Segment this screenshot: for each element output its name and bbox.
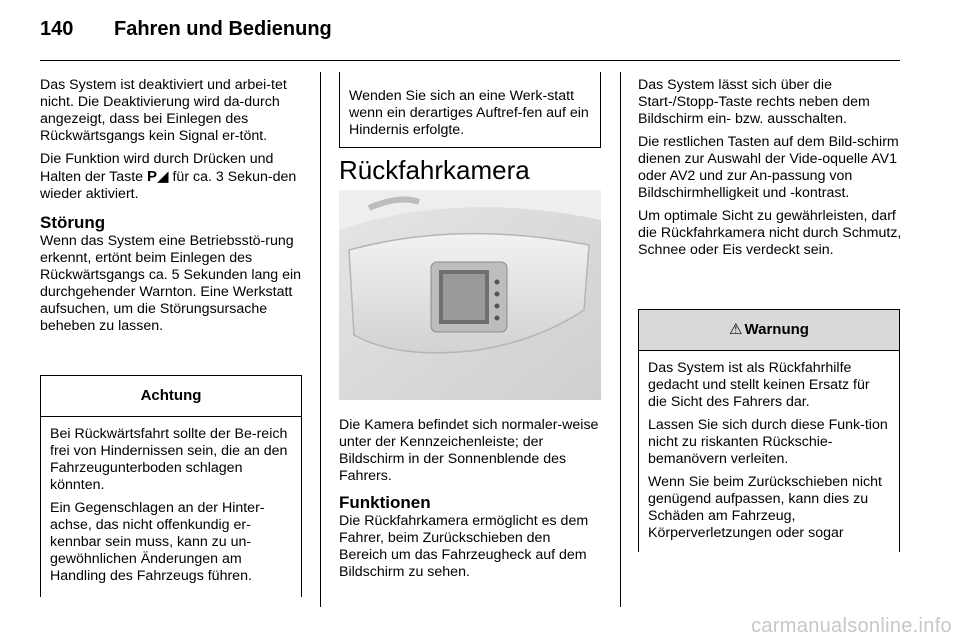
achtung-box-continued: [339, 72, 601, 148]
column-1: [40, 77, 302, 341]
page-number: 140: [40, 18, 74, 40]
warning-triangle-icon: ⚠: [729, 321, 743, 338]
column-divider-2: [620, 72, 621, 607]
warnung-body: [639, 351, 899, 542]
park-assist-key-icon: P◢: [147, 168, 169, 185]
achtung-continued-body: [340, 72, 600, 139]
achtung-body: [41, 417, 301, 585]
warnung-title-bar: [639, 310, 899, 351]
header-rule: [40, 60, 900, 61]
text-fragment: Die Funktion wird durch Drücken und Halten der Taste: [40, 151, 274, 185]
paragraph-camera-location: Die Kamera befindet sich normaler-weise unter der Kennzeichenleiste; der Bildschirm in der Sonnenblende des Fahrers.: [339, 417, 599, 484]
warnung-box: [638, 309, 900, 552]
sun-visor-illustration: [339, 190, 601, 400]
heading-rueckfahrkamera: Rückfahrkamera: [339, 155, 530, 185]
watermark: carmanualsonline.info: [751, 615, 952, 637]
page-header: [40, 18, 332, 41]
paragraph-reactivate: [40, 151, 302, 203]
heading-funktionen: Funktionen: [339, 493, 431, 512]
warnung-paragraph-2: Lassen Sie sich durch diese Funk-tion nicht zu riskanten Rückschie-bemanövern verleiten.: [648, 417, 888, 467]
achtung-paragraph-2: Ein Gegenschlagen an der Hinter-achse, das nicht offenkundig er-kennbar sein muss, kann zu un-gewöhnlichen Änderungen am Handling des Fahrzeugs führen.: [50, 500, 265, 584]
heading-stoerung: Störung: [40, 213, 106, 232]
column-divider-1: [320, 72, 321, 607]
achtung-continued-paragraph: Wenden Sie sich an eine Werk-statt wenn ein derartiges Auftref-fen auf ein Hindernis erfolgte.: [349, 88, 589, 138]
column-3: [638, 77, 902, 265]
text-fragment: für ca. 3 Sekun-den wieder aktiviert.: [40, 169, 297, 202]
column-2-text: [339, 417, 601, 587]
warnung-paragraph-3: Wenn Sie beim Zurückschieben nicht genügend aufpassen, kann dies zu Schäden am Fahrzeug, Körperverletzungen oder sogar: [648, 474, 882, 541]
achtung-title: Achtung: [41, 376, 301, 417]
achtung-box: [40, 375, 302, 597]
paragraph-funktionen: Die Rückfahrkamera ermöglicht es dem Fahrer, beim Zurückschieben den Bereich um das Fahrzeugheck auf dem Bildschirm zu sehen.: [339, 513, 589, 580]
paragraph-stoerung: Wenn das System eine Betriebsstö-rung erkennt, ertönt beim Einlegen des Rückwärtsgangs ca. 5 Sekunden lang ein durchgehender Warnton. Eine Werkstatt aufsuchen, um die Störungsursache beheben zu lassen.: [40, 233, 302, 334]
paragraph-buttons: Die restlichen Tasten auf dem Bild-schirm dienen zur Auswahl der Vide-oquelle AV1 oder AV2 und zur An-passung von Bildschirmhelligkeit und -kontrast.: [638, 134, 899, 201]
paragraph-deactivated: Das System ist deaktiviert und arbei-tet nicht. Die Deaktivierung wird da-durch angezeigt, dass bei Einlegen des Rückwärtsgangs kein Signal er-tönt.: [40, 77, 287, 144]
paragraph-start-stop: Das System lässt sich über die Start-/Stopp-Taste rechts neben dem Bildschirm ein- bzw. ausschalten.: [638, 77, 870, 127]
achtung-paragraph-1: Bei Rückwärtsfahrt sollte der Be-reich frei von Hindernissen sein, die an den Fahrzeugunterboden schlagen könnten.: [50, 426, 288, 493]
sun-visor-screen-image: [339, 190, 601, 400]
page-title: Fahren und Bedienung: [114, 18, 332, 40]
heading-kamera-wrap: [339, 155, 601, 185]
paragraph-visibility: Um optimale Sicht zu gewährleisten, darf die Rückfahrkamera nicht durch Schmutz, Schnee oder Eis verdeckt sein.: [638, 208, 902, 258]
warnung-title: Warnung: [744, 321, 809, 338]
warnung-paragraph-1: Das System ist als Rückfahrhilfe gedacht und stellt keinen Ersatz für die Sicht des Fahrers dar.: [648, 360, 870, 410]
